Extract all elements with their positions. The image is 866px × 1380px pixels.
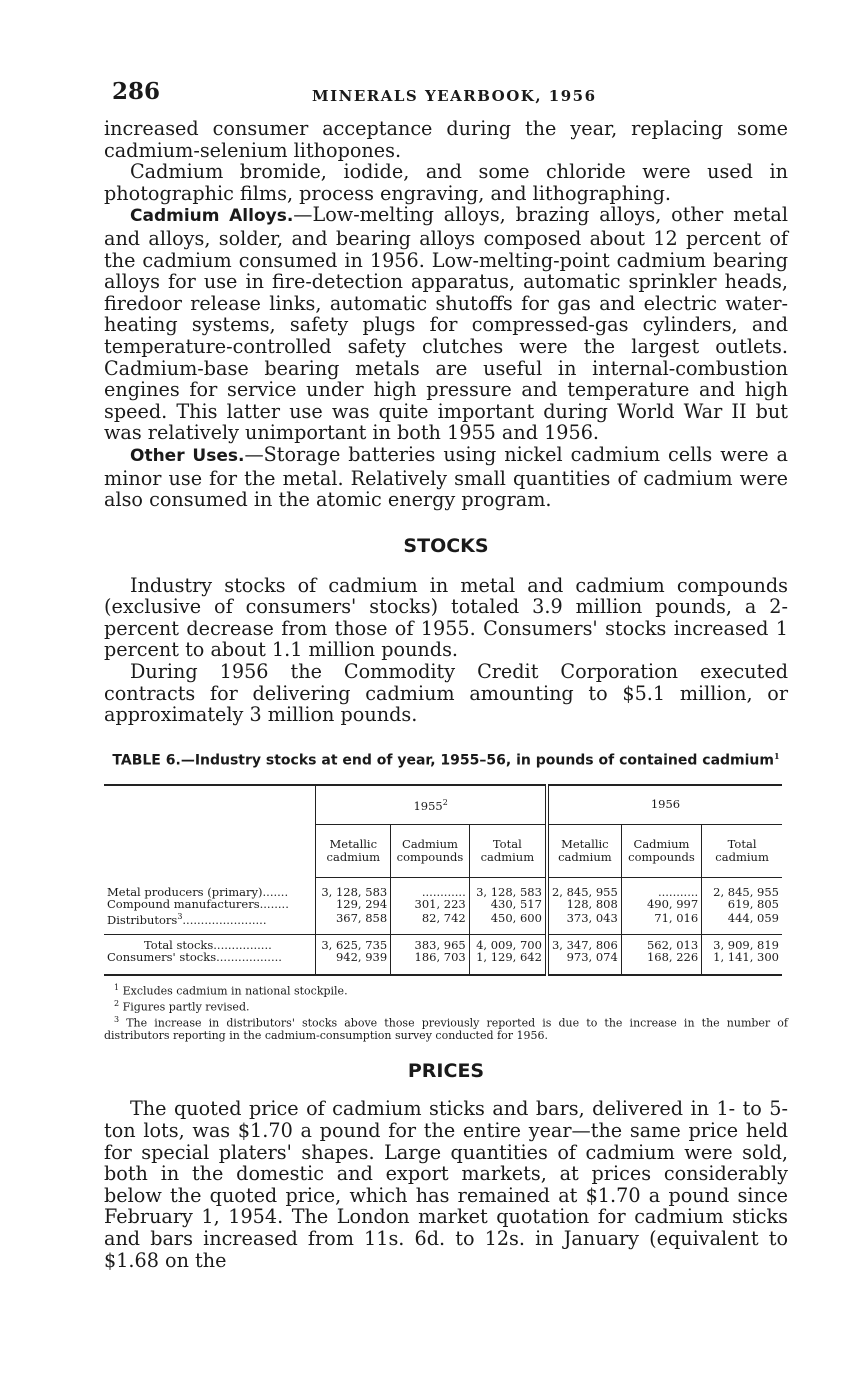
- cell: 383, 965: [391, 934, 470, 951]
- column-header: Cadmium compounds: [391, 824, 470, 877]
- section-heading-stocks: STOCKS: [403, 534, 489, 557]
- table-row: [104, 934, 782, 951]
- footnote: $^1$ Excludes cadmium in national stockpile.: [114, 982, 348, 998]
- run-in-heading: Other Uses.: [130, 445, 245, 466]
- cell: 3, 128, 583: [316, 886, 391, 899]
- cell: 1, 129, 642: [469, 951, 547, 975]
- paragraph: During 1956 the Commodity Credit Corporation executed contracts for delivering cadmium amounting to $5.1 million, or approximately 3 million pounds.: [104, 660, 788, 727]
- running-title: MINERALS YEARBOOK, 1956: [312, 87, 597, 105]
- cell: 4, 009, 700: [469, 934, 547, 951]
- run-in-heading: Cadmium Alloys.: [130, 206, 294, 227]
- cell: 3, 347, 806: [547, 934, 621, 951]
- paragraph: [104, 444, 788, 511]
- cell: 430, 517: [469, 898, 547, 911]
- cell: 619, 805: [702, 898, 782, 911]
- column-group-1956: 1956: [547, 785, 782, 825]
- cell: 973, 074: [547, 951, 621, 975]
- paragraph: increased consumer acceptance during the year, replacing some cadmium-selenium lithopones.: [104, 117, 788, 162]
- page-number: 286: [112, 78, 161, 105]
- column-header: Total cadmium: [469, 824, 547, 877]
- cell: 129, 294: [316, 898, 391, 911]
- cell: 301, 223: [391, 898, 470, 911]
- table-caption: [104, 748, 788, 770]
- cell: 367, 858: [316, 911, 391, 926]
- cell: 3, 909, 819: [702, 934, 782, 951]
- cell: 444, 059: [702, 911, 782, 926]
- table-footnotes: [104, 982, 788, 1043]
- paragraph-body: —Storage batteries using nickel cadmium cells were a minor use for the metal. Relatively small quantities of cadmium were also consumed in the atomic energy program.: [104, 442, 788, 512]
- cell: ............: [391, 886, 470, 899]
- footnote: $^2$ Figures partly revised.: [114, 998, 250, 1014]
- table-label: TABLE 6.: [112, 752, 181, 769]
- page: [104, 78, 788, 1271]
- paragraph-body: —Low-melting alloys, brazing alloys, other metal and alloys, solder, and bearing alloys composed about 12 percent of the cadmium consumed in 1956. Low-melting-point cadmium bearing alloys for use in fire-detection apparatus, automatic sprinkler heads, firedoor release links, automatic shutoffs for gas and electric water-heating systems, safety plugs for compressed-gas cylinders, and temperature-controlled safety clutches were the largest outlets. Cadmium-base bearing metals are useful in internal-combustion engines for service under high pressure and temperature and high speed. This latter use was quite important during World War II but was relatively unimportant in both 1955 and 1956.: [104, 203, 788, 445]
- row-label: Total stocks................: [104, 934, 316, 951]
- row-label: Compound manufacturers........: [107, 897, 289, 911]
- table-row: [104, 911, 782, 926]
- cell: 82, 742: [391, 911, 470, 926]
- cell: 3, 625, 735: [316, 934, 391, 951]
- table-row: [104, 898, 782, 911]
- cell: ...........: [621, 886, 701, 899]
- column-group-1955: 1955$^2$: [316, 785, 547, 825]
- column-header: Metallic cadmium: [316, 824, 391, 877]
- paragraph: [104, 204, 788, 444]
- cell: 450, 600: [469, 911, 547, 926]
- cell: 490, 997: [621, 898, 701, 911]
- page-header: [104, 78, 788, 118]
- paragraph: The quoted price of cadmium sticks and bars, delivered in 1- to 5-ton lots, was $1.70 a pound for the entire year—the same price held for special platers' shapes. Large quantities of cadmium were sold, both in the domestic and export markets, at prices considerably below the quoted price, which has remained at $1.70 a pound since February 1, 1954. The London market quotation for cadmium sticks and bars increased from 11s. 6d. to 12s. in January (equivalent to $1.68 on the: [104, 1097, 788, 1272]
- column-header: Metallic cadmium: [547, 824, 621, 877]
- cell: 1, 141, 300: [702, 951, 782, 975]
- section-heading-prices: PRICES: [407, 1060, 485, 1083]
- footnote-ref: 1: [773, 750, 780, 761]
- column-header: Cadmium compounds: [621, 824, 701, 877]
- row-label: Consumers' stocks..................: [107, 950, 282, 965]
- paragraph: Cadmium bromide, iodide, and some chloride were used in photographic films, process engraving, and lithographing.: [104, 160, 788, 205]
- cell: 168, 226: [621, 951, 701, 975]
- table-row: [104, 951, 782, 975]
- cell: 2, 845, 955: [547, 886, 621, 899]
- row-label: Distributors$^3$.......................: [107, 911, 267, 927]
- cell: 562, 013: [621, 934, 701, 951]
- stocks-table: [104, 784, 782, 976]
- cell: 71, 016: [621, 911, 701, 926]
- cell: 373, 043: [547, 911, 621, 926]
- cell: 2, 845, 955: [702, 886, 782, 899]
- paragraph: Industry stocks of cadmium in metal and cadmium compounds (exclusive of consumers' stocks) totaled 3.9 million pounds, a 2-percent decrease from those of 1955. Consumers' stocks increased 1 percent to about 1.1 million pounds.: [104, 573, 788, 662]
- footnote: $^3$ The increase in distributors' stocks above those previously reported is due to the increase in the number of distributors reporting in the cadmium-consumption survey conducted for 1956.: [104, 1014, 788, 1043]
- cell: 186, 703: [391, 951, 470, 975]
- column-header: Total cadmium: [702, 824, 782, 877]
- cell: 3, 128, 583: [469, 886, 547, 899]
- table-title: —Industry stocks at end of year, 1955–56, in pounds of contained cadmium: [180, 752, 774, 769]
- row-label: Metal producers (primary).......: [107, 884, 289, 899]
- cell: 942, 939: [316, 951, 391, 975]
- table-stub-header: [104, 785, 316, 878]
- cell: 128, 808: [547, 898, 621, 911]
